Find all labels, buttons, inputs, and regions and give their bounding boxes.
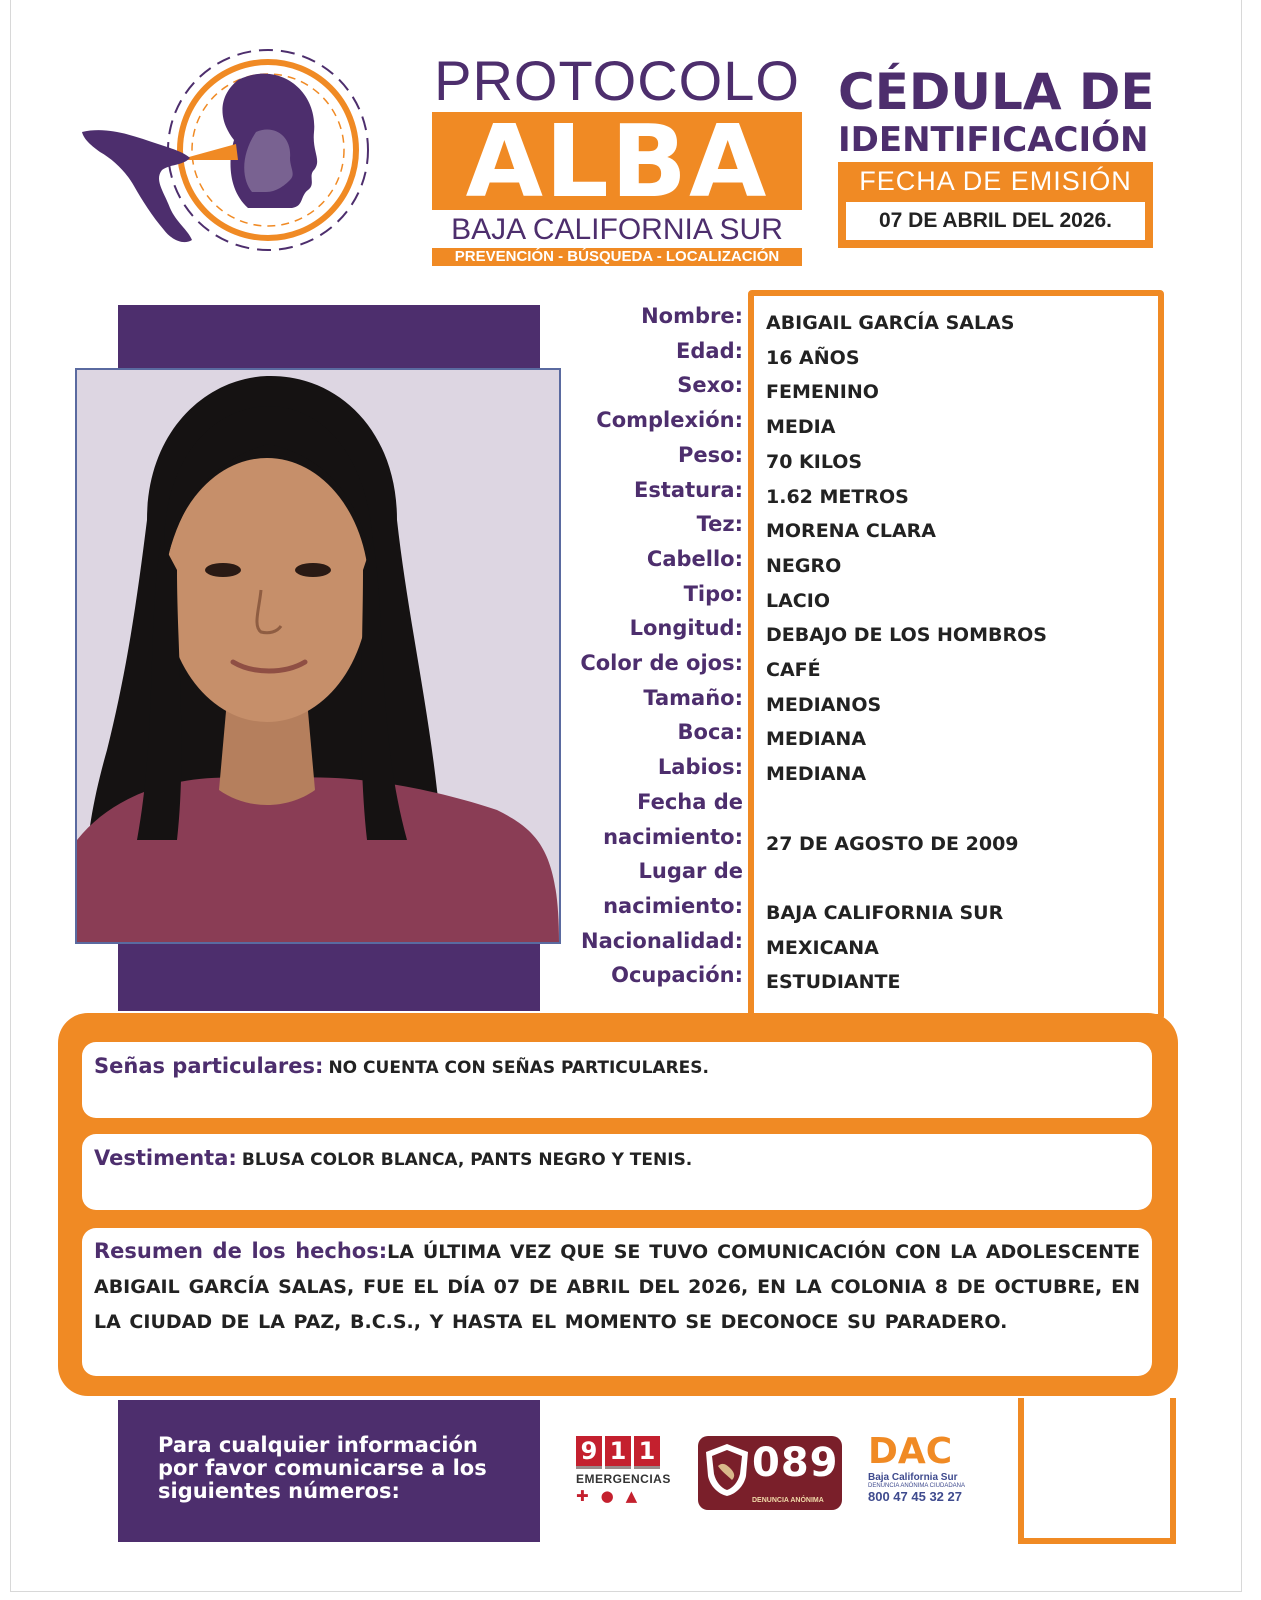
field-value: 27 DE AGOSTO DE 2009 (766, 833, 1019, 855)
brand-main: ALBA (432, 112, 802, 210)
field-value: BAJA CALIFORNIA SUR (766, 902, 1004, 924)
vestimenta-value: BLUSA COLOR BLANCA, PANTS NEGRO Y TENIS. (241, 1150, 693, 1170)
field-value: NEGRO (766, 555, 842, 577)
logo-911-digit: 1 (605, 1436, 631, 1469)
field-value: 16 AÑOS (766, 347, 860, 369)
logo-089-number: 089 (752, 1440, 839, 1486)
shield-icon (704, 1442, 750, 1498)
logo-089-label: DENUNCIA ANÓNIMA (752, 1497, 824, 1504)
field-label: Boca: (677, 720, 743, 744)
logo-dac-word: DAC (868, 1431, 953, 1472)
issue-date-box (838, 162, 1153, 248)
logo-911-digit: 9 (576, 1436, 602, 1469)
footer-contact-band (118, 1400, 540, 1542)
field-label: Color de ojos: (580, 651, 743, 675)
brand-block (432, 49, 802, 266)
resumen-label: Resumen de los hechos: (94, 1239, 388, 1263)
footer-right-box (1018, 1398, 1176, 1544)
field-value: MEDIANA (766, 763, 867, 785)
senas-value: NO CUENTA CON SEÑAS PARTICULARES. (328, 1058, 709, 1078)
logo-dac-mini: DENUNCIA ANÓNIMA CIUDADANA (868, 1483, 966, 1489)
field-value: CAFÉ (766, 659, 821, 681)
footer-contact-text: Para cualquier información por favor comunicarse a los siguientes números: (158, 1433, 487, 1503)
field-value: MEDIANOS (766, 694, 882, 716)
logo-dac (868, 1432, 998, 1514)
field-value: MEDIANA (766, 728, 867, 750)
logo-dac-region: Baja California Sur (868, 1472, 958, 1483)
field-label: Peso: (678, 443, 743, 467)
field-label: Sexo: (677, 373, 743, 397)
document-title-line-2: IDENTIFICACIÓN (838, 120, 1149, 160)
field-value: MORENA CLARA (766, 520, 936, 542)
field-value: 70 KILOS (766, 451, 863, 473)
field-label: Tez: (696, 512, 743, 536)
field-value: LACIO (766, 590, 830, 612)
senas-label: Señas particulares: (94, 1054, 324, 1078)
person-photo-icon (77, 370, 559, 942)
vestimenta-label: Vestimenta: (94, 1146, 237, 1170)
field-label: Edad: (676, 339, 743, 363)
brand-region: BAJA CALIFORNIA SUR (451, 213, 783, 246)
protocolo-alba-logo-icon (78, 40, 378, 260)
field-value: ESTUDIANTE (766, 971, 901, 993)
field-value: DEBAJO DE LOS HOMBROS (766, 624, 1047, 646)
document-title (838, 63, 1158, 160)
issue-date-label: FECHA DE EMISIÓN (859, 166, 1132, 196)
resumen-value: LA ÚLTIMA VEZ QUE SE TUVO COMUNICACIÓN CON LA ADOLESCENTE ABIGAIL GARCÍA SALAS, FUE EL DÍA 07 DE ABRIL DEL 2026, EN LA COLONIA 8 DE OCTUBRE, EN LA CIUDAD DE LA PAZ, B.C.S., Y HASTA EL MOMENTO SE DECONOCE SU PARADERO. (94, 1241, 1140, 1333)
logo-dac-phone: 800 47 45 32 27 (868, 1489, 962, 1504)
logo-911-label: EMERGENCIAS (576, 1472, 671, 1486)
logo-911-digits (576, 1436, 674, 1469)
logo-911-digit: 1 (634, 1436, 660, 1469)
field-label: Nacionalidad: (581, 929, 743, 953)
field-label: Estatura: (634, 478, 743, 502)
field-label: Complexión: (596, 408, 743, 432)
field-label: Tipo: (683, 582, 743, 606)
field-value: MEXICANA (766, 937, 879, 959)
field-label: Tamaño: (643, 686, 743, 710)
document-title-line-1: CÉDULA DE (838, 63, 1155, 121)
field-label: Fecha de (637, 790, 743, 814)
person-photo (75, 368, 561, 944)
field-label: Labios: (657, 755, 743, 779)
senas-box (82, 1042, 1152, 1118)
field-value: 1.62 METROS (766, 486, 909, 508)
field-value: FEMENINO (766, 381, 879, 403)
field-label: Longitud: (629, 616, 743, 640)
vestimenta-box (82, 1134, 1152, 1210)
emergency-icons: ✚●▲ (576, 1487, 650, 1505)
resumen-box (82, 1228, 1152, 1376)
issue-date-value: 07 DE ABRIL DEL 2026. (846, 202, 1145, 240)
brand-tagline: PREVENCIÓN - BÚSQUEDA - LOCALIZACIÓN (432, 248, 802, 266)
field-label: Cabello: (646, 547, 743, 571)
field-label: Ocupación: (611, 963, 743, 987)
field-value: ABIGAIL GARCÍA SALAS (766, 312, 1015, 334)
logo-089 (698, 1436, 842, 1510)
field-label: nacimiento: (603, 894, 743, 918)
logo-911 (576, 1436, 674, 1512)
field-value: MEDIA (766, 416, 836, 438)
brand-top: PROTOCOLO (434, 49, 800, 112)
field-label: Lugar de (638, 859, 743, 883)
field-label: nacimiento: (603, 825, 743, 849)
field-label: Nombre: (641, 304, 743, 328)
